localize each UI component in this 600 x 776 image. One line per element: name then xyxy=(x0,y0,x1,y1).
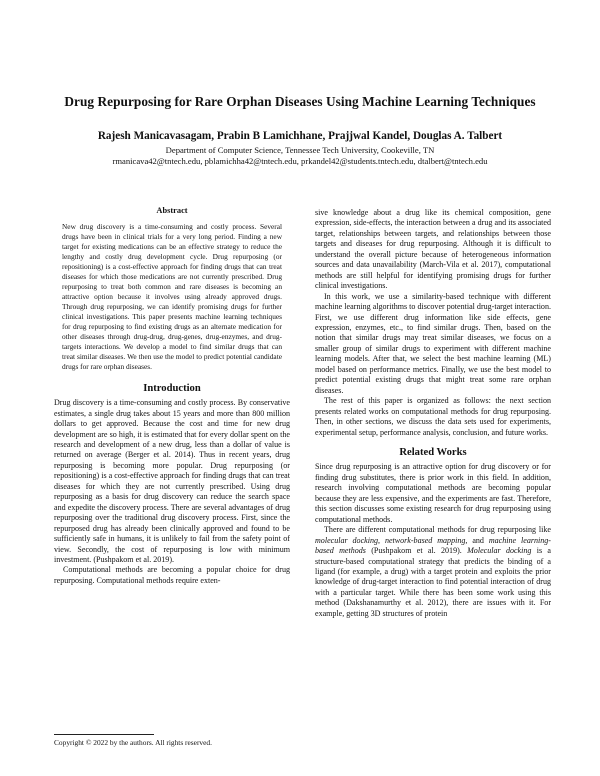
introduction-continued: sive knowledge about a drug like its chemical composition, gene expression, side-effects, the interaction between a drug and its associated target, relationships between targets, and relationships between those targets and diseases for drug repurposing. Although it is difficult to understand the overall picture because of heterogeneous information sources and data unavailability (March-Vila et al. 2017), computational methods are still helpful for identifying promising drugs for further clinical investigations. xyxy=(315,208,551,291)
rw-text-a: There are different computational methods for drug repurposing like xyxy=(324,525,551,535)
rw-text-d: (Pushpakom et al. 2019). xyxy=(365,546,468,556)
rw-text-e: is a structure-based computational strategy that predicts the binding of a ligand (for example, a drug) with a target protein and exploits the prior knowledge of drug-target interaction to find potential interaction of drug with a particular target. While there has been some work using this method (Dakshanamurthy et al. 2012), there are issues with it. For example, getting 3D structures of protein xyxy=(315,546,551,618)
paper-title: Drug Repurposing for Rare Orphan Diseases Using Machine Learning Techniques xyxy=(64,94,536,109)
introduction-heading: Introduction xyxy=(143,382,201,394)
introduction-paragraph-1: Drug discovery is a time-consuming and costly process. By conservative estimates, a single drug takes about 15 years and more than 800 million dollars to get approved. Because the cost and time for new drug development are so high, it is estimated that for every dollar spent on the research and development of a new drug, less than a dollar of value is returned on average (Berger et al. 2014). Thus in recent years, drug repurposing is becoming more popular. Drug repurposing (or repositioning) is a cost-effective approach for finding drugs that can treat diseases for which they are not currently prescribed. Using drug repurposing as a basis for drug discovery can reduce the search space and expedite the discovery process. There are several advantages of drug repurposing over the traditional drug discovery process. First, since the repurposed drug has already been clinically approved and found to be sufficiently safe in humans, it is unlikely to fail from the safety point of view. Secondly, the cost of repurposing is low with minimum investment. (Pushpakom et al. 2019). xyxy=(54,398,290,564)
rw-text-c: , and xyxy=(465,535,489,545)
related-works-paragraph-1: Since drug repurposing is an attractive option for drug discovery or for finding drug substitutes, there is prior work in this field. In addition, research involving computational methods are becoming popular because they are less expensive, and the experiments are fast. Therefore, this section discusses some existing research for drug repurposing using computational methods. xyxy=(315,462,551,524)
paper-organization-paragraph: The rest of this paper is organized as follows: the next section presents related works on computational methods for drug repurposing. Then, in other sections, we discuss the data sets used for experiments, experimental setup, performance analysis, conclusion, and future works. xyxy=(315,396,551,437)
rw-term-molecular-docking: molecular docking xyxy=(315,535,379,545)
abstract-text: New drug discovery is a time-consuming and costly process. Several drugs have been in clinical trials for a very long period. Finding a new target for existing medications can be an effective strategy to reduce the lengthy and costly drug development cycle. Drug repurposing (or repositioning) is a cost-effective approach for finding drugs that can treat diseases for which those medications are not currently prescribed. Drug repurposing to treat both common and rare diseases is becoming an attractive option because it involves using already approved drugs. Through drug repurposing, we can identify promising drugs for further clinical investigations. This paper presents machine learning techniques for drug repurposing to find existing drugs as an alternate medication for other diseases through drug-drug, drug-genes, drug-enzymes, and drug-targets interactions. We develop a model to find similar drugs that can treat similar diseases. We then use the model to predict potential candidate drugs for rare orphan diseases. xyxy=(62,222,282,371)
footnote-separator xyxy=(54,734,154,735)
author-emails: rmanicava42@tntech.edu, pblamichha42@tntech.edu, prkandel42@students.tntech.edu, dtalbert@tntech.edu xyxy=(112,155,488,166)
rw-term-ml-methods: machine learning-based methods xyxy=(315,535,551,556)
related-works-paragraph-2 xyxy=(315,525,551,619)
this-work-paragraph: In this work, we use a similarity-based technique with different machine learning algorithms to discover potential drug-target interaction. First, we use different drug information like side effects, gene expression, enzymes, etc., to find similar drugs. Then, based on the notion that similar drugs may treat similar diseases, we focus on a smaller group of similar drugs to experiment with different machine learning models. After that, we select the best machine learning (ML) model based on performance metrics. Finally, we use the best model to predict potential existing drugs that might treat some rare orphan diseases. xyxy=(315,291,551,395)
left-column xyxy=(54,206,290,586)
affiliation-block xyxy=(30,145,570,167)
abstract-heading: Abstract xyxy=(156,206,188,215)
affiliation: Department of Computer Science, Tennessee Tech University, Cookeville, TN xyxy=(165,145,435,155)
right-column xyxy=(315,208,551,619)
related-works-heading: Related Works xyxy=(399,446,467,458)
copyright-notice: Copyright © 2022 by the authors. All rights reserved. xyxy=(54,738,212,747)
author-list: Rajesh Manicavasagam, Prabin B Lamichhane, Prajjwal Kandel, Douglas A. Talbert xyxy=(97,130,503,142)
rw-term-network-mapping: network-based mapping xyxy=(384,535,466,545)
introduction-paragraph-2: Computational methods are becoming a popular choice for drug repurposing. Computational methods require exten- xyxy=(54,565,290,585)
rw-text-b: , xyxy=(378,535,385,545)
rw-term-molecular-docking-2: Molecular docking xyxy=(467,546,532,556)
